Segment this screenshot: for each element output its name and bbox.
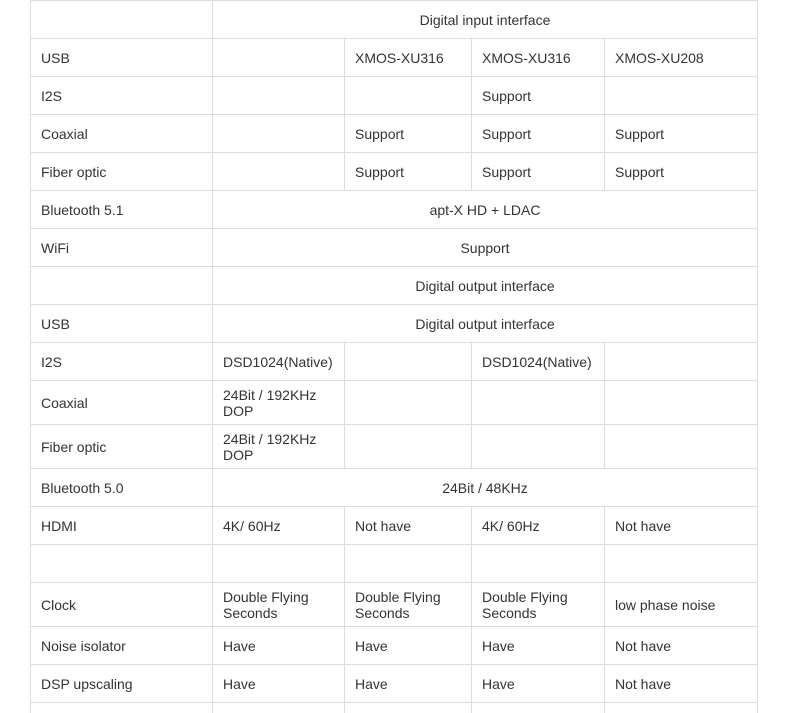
table-cell: Support <box>345 153 472 191</box>
table-cell <box>213 153 345 191</box>
table-cell <box>472 545 605 583</box>
row-label: Clock <box>31 583 213 627</box>
row-label: USB <box>31 305 213 343</box>
table-cell <box>605 703 758 713</box>
table-row <box>31 267 758 305</box>
table-cell: Double Flying Seconds <box>213 583 345 627</box>
spec-table-body <box>31 1 758 713</box>
table-cell <box>345 425 472 469</box>
row-label: Fiber optic <box>31 425 213 469</box>
table-cell: Have <box>345 627 472 665</box>
table-cell <box>605 381 758 425</box>
table-row <box>31 153 758 191</box>
table-cell: 24Bit / 48KHz <box>213 469 758 507</box>
row-label: WiFi <box>31 229 213 267</box>
table-cell: apt-X HD + LDAC <box>213 191 758 229</box>
table-row <box>31 469 758 507</box>
table-cell <box>345 545 472 583</box>
table-cell: Not have <box>605 627 758 665</box>
table-row <box>31 665 758 703</box>
table-cell: Double Flying Seconds <box>472 583 605 627</box>
table-cell <box>345 381 472 425</box>
table-cell: XMOS-XU316 <box>472 39 605 77</box>
table-row <box>31 191 758 229</box>
table-cell: Not have <box>345 507 472 545</box>
table-cell: Support <box>605 153 758 191</box>
table-cell: Support <box>472 115 605 153</box>
table-cell: Have <box>472 627 605 665</box>
table-cell <box>605 545 758 583</box>
table-row <box>31 583 758 627</box>
table-cell: 4K/ 60Hz <box>213 507 345 545</box>
table-cell <box>605 425 758 469</box>
table-cell <box>213 703 345 713</box>
table-cell: Not have <box>605 507 758 545</box>
table-row <box>31 381 758 425</box>
row-label: I2S <box>31 77 213 115</box>
table-row <box>31 1 758 39</box>
row-label <box>31 1 213 39</box>
table-row <box>31 39 758 77</box>
table-cell <box>345 703 472 713</box>
table-cell <box>213 77 345 115</box>
table-cell: XMOS-XU208 <box>605 39 758 77</box>
table-cell: Not have <box>605 665 758 703</box>
table-cell: Digital input interface <box>213 1 758 39</box>
table-cell: Double Flying Seconds <box>345 583 472 627</box>
table-cell <box>605 77 758 115</box>
row-label <box>31 267 213 305</box>
row-label: HDMI <box>31 507 213 545</box>
table-cell <box>213 545 345 583</box>
table-cell <box>472 703 605 713</box>
table-cell: Support <box>345 115 472 153</box>
table-row <box>31 627 758 665</box>
table-row <box>31 305 758 343</box>
table-cell: Have <box>213 665 345 703</box>
table-cell <box>213 39 345 77</box>
table-cell: 24Bit / 192KHz DOP <box>213 381 345 425</box>
table-cell <box>31 703 213 713</box>
table-cell: XMOS-XU316 <box>345 39 472 77</box>
table-cell: DSD1024(Native) <box>472 343 605 381</box>
table-row <box>31 77 758 115</box>
table-row <box>31 115 758 153</box>
table-cell: Support <box>472 77 605 115</box>
table-cell <box>472 381 605 425</box>
table-cell: Have <box>345 665 472 703</box>
table-cell: 4K/ 60Hz <box>472 507 605 545</box>
table-row <box>31 229 758 267</box>
table-cell: Digital output interface <box>213 305 758 343</box>
row-label: Bluetooth 5.0 <box>31 469 213 507</box>
table-cell: Support <box>213 229 758 267</box>
row-label: Noise isolator <box>31 627 213 665</box>
table-cell: Have <box>213 627 345 665</box>
table-cell: Have <box>472 665 605 703</box>
table-cell: DSD1024(Native) <box>213 343 345 381</box>
table-cell: low phase noise <box>605 583 758 627</box>
table-cell: Support <box>605 115 758 153</box>
table-row <box>31 545 758 583</box>
row-label: Coaxial <box>31 381 213 425</box>
table-row <box>31 507 758 545</box>
spec-table <box>30 0 758 713</box>
table-cell: Support <box>472 153 605 191</box>
table-cell <box>605 343 758 381</box>
row-label: USB <box>31 39 213 77</box>
table-row <box>31 425 758 469</box>
table-cell <box>345 77 472 115</box>
row-label: I2S <box>31 343 213 381</box>
row-label <box>31 545 213 583</box>
table-cell <box>345 343 472 381</box>
row-label: Fiber optic <box>31 153 213 191</box>
row-label: Coaxial <box>31 115 213 153</box>
row-label: DSP upscaling <box>31 665 213 703</box>
table-row-partial <box>31 703 758 713</box>
table-cell: Digital output interface <box>213 267 758 305</box>
table-cell: 24Bit / 192KHz DOP <box>213 425 345 469</box>
table-cell <box>472 425 605 469</box>
table-row <box>31 343 758 381</box>
row-label: Bluetooth 5.1 <box>31 191 213 229</box>
table-cell <box>213 115 345 153</box>
